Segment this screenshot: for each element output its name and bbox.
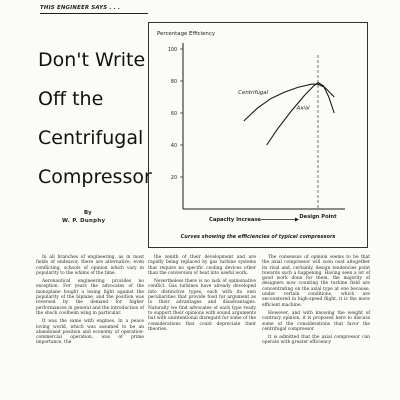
paragraph: The consensus of opinion seems to be that the axial compressor will soon oust altogether its rival and, certainly, design tendencies point towards such a happening. Having seen a lot of good work done for them, the majority of designers now counting the turbine field are concentrating on the axial type at one because, under certain conditions, which are encountered in high-speed flight, it is the more efficient machine. [262, 255, 370, 308]
title-line-2: Off the [38, 88, 104, 110]
title-line-3: Centrifugal [38, 127, 144, 149]
y-axis-label: Percentage Efficiency [157, 31, 216, 37]
y-tick-label: 60 [170, 111, 177, 117]
paragraph: Nevertheless there is no lack of opinionative conflict. Gas turbines have already developed into distinctive types, each with its own peculiarities that provide food for argument as to their advantages and disadvantages. Naturally we find advocates of each type ready to support their opinions with sound arguments but with unintentional disregard for some of the considerations that could depreciate their theories. [148, 279, 256, 332]
paragraph: However, and with knowing the weight of contrary opinion, it is proposed here to discuss some of the considerations that favor the centrifugal compressor. [262, 310, 370, 332]
author-name: W. P. Dunphy [62, 218, 106, 224]
title-line-4: Compressor [38, 166, 152, 188]
figure-caption: Curves showing the efficiencies of typical compressors [180, 234, 336, 240]
paragraph: Aeronautical engineering provides no exception. For years the advocates of the monoplane fought a losing fight against the popularity of the biplane, and the position was reversed by the demand for higher performances in general and the introduction of the shock coolheim wing in particular. [36, 279, 144, 316]
x-axis-label: Capacity Increase [209, 217, 261, 223]
efficiency-figure [148, 22, 368, 248]
design-point-label: Design Point [299, 214, 337, 220]
paragraph: the zenith of their development and are rapidly being replaced by gas turbine systems that require no specific cooling devices other than the conversion of heat into useful work. [148, 255, 256, 276]
kicker-label: THIS ENGINEER SAYS . . . [40, 5, 148, 14]
body-column-1 [36, 255, 144, 349]
y-tick-label: 40 [170, 143, 177, 149]
paragraph: In all branches of engineering, as in most fields of endeavor, there are alternative, even conflicting, schools of opinion which vary in popularity to the whims of the time. [36, 255, 144, 276]
title-line-1: Don't Write [38, 49, 146, 71]
body-column-3 [262, 255, 370, 349]
y-tick-label: 80 [170, 79, 177, 85]
paragraph: It was the same with engines. In a peace loving world, which was assumed to be an abandoned position and economy of operation-commercial operation, was of prime importance, the [36, 319, 144, 346]
y-tick-label: 20 [170, 175, 177, 181]
series-line-axial [267, 83, 335, 145]
y-tick-label: 100 [167, 47, 177, 53]
series-label-centrifugal: Centrifugal [238, 90, 269, 97]
efficiency-chart [149, 23, 367, 247]
body-column-2 [148, 255, 256, 335]
series-label-axial: Axial [296, 105, 310, 112]
byline-by: By [84, 210, 92, 216]
paragraph: It is admitted that the axial compressor can operate with greater efficiency [262, 335, 370, 346]
